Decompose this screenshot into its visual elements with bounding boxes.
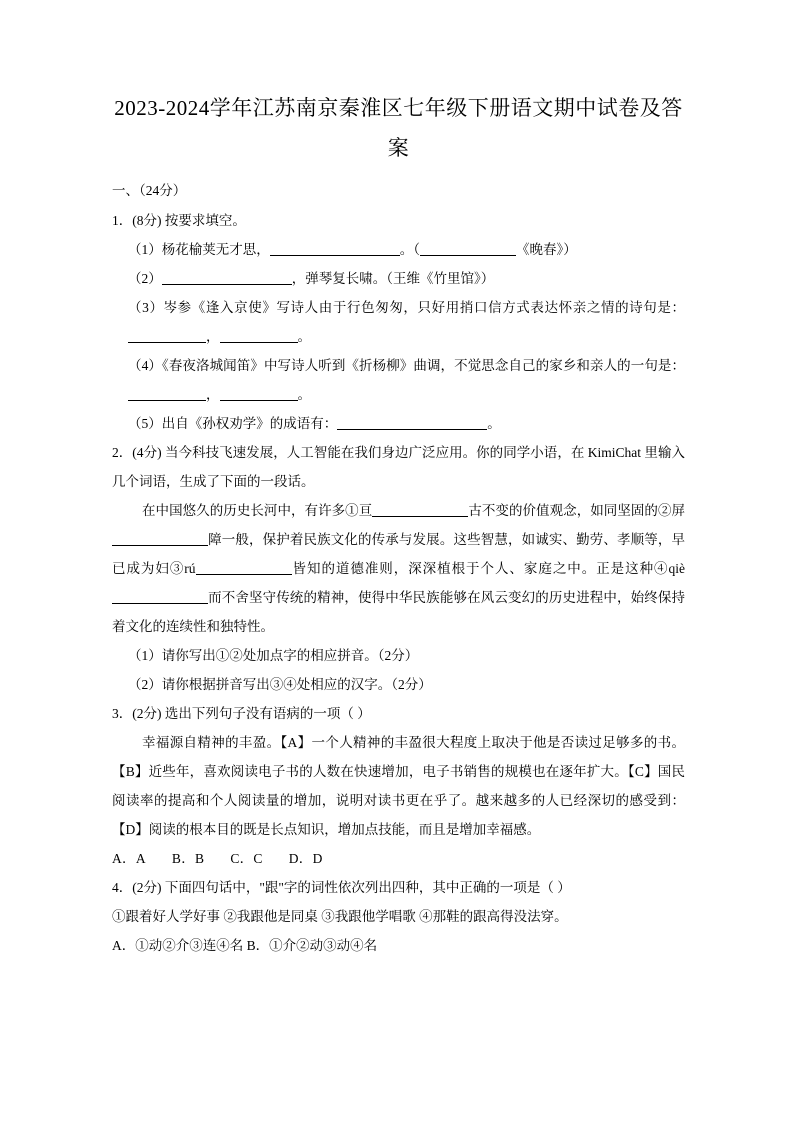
q1-item3-mid: ， bbox=[206, 329, 220, 344]
question-2-sub-2: （2）请你根据拼音写出③④处相应的汉字。（2分） bbox=[128, 677, 432, 692]
question-4-options[interactable]: A．①动②介③连④名 B．①介②动③动④名 bbox=[112, 938, 378, 953]
q1-item5-pre: （5）出自《孙权劝学》的成语有： bbox=[128, 416, 338, 431]
answer-blank[interactable] bbox=[112, 531, 208, 546]
question-3-options bbox=[112, 844, 685, 873]
option-d[interactable]: D．D bbox=[288, 851, 323, 866]
q1-item1-post: 《晚春》） bbox=[516, 242, 577, 257]
q1-item4-pre: （4）《春夜洛城闻笛》中写诗人听到《折杨柳》曲调，不觉思念自己的家乡和亲人的一句是： bbox=[128, 358, 685, 373]
option-c[interactable]: C．C bbox=[230, 851, 263, 866]
question-3-stem: 3．(2分) 选出下列句子没有语病的一项（ ） bbox=[112, 706, 371, 721]
page-title: 2023-2024学年江苏南京秦淮区七年级下册语文期中试卷及答案 bbox=[114, 96, 683, 160]
q2-passage-a: 在中国悠久的历史长河中，有许多①亘 bbox=[142, 503, 373, 518]
q1-item3-post: 。 bbox=[297, 329, 311, 344]
q1-item4-post: 。 bbox=[297, 387, 311, 402]
answer-blank[interactable] bbox=[420, 241, 516, 256]
question-1-item-3 bbox=[112, 293, 685, 351]
answer-blank[interactable] bbox=[196, 560, 292, 575]
question-1-item-1 bbox=[112, 235, 685, 264]
question-2-stem: 2．(4分) 当今科技飞速发展，人工智能在我们身边广泛应用。你的同学小语，在 KimiChat 里输入几个词语，生成了下面的一段话。 bbox=[112, 445, 685, 489]
q1-item3-pre: （3）岑参《逢入京使》写诗人由于行色匆匆，只好用捎口信方式表达怀亲之情的诗句是： bbox=[128, 300, 685, 315]
question-2-sub-1: （1）请你写出①②处加点字的相应拼音。（2分） bbox=[128, 648, 419, 663]
question-1-item-2 bbox=[112, 264, 685, 293]
q1-item5-post: 。 bbox=[487, 416, 501, 431]
option-b[interactable]: B．B bbox=[171, 851, 205, 866]
question-3-passage: 幸福源自精神的丰盈。【A】一个人精神的丰盈很大程度上取决于他是否读过足够多的书。【B】近些年，喜欢阅读电子书的人数在快速增加，电子书销售的规模也在逐年扩大。【C】国民阅读率的提高和个人阅读量的增加，说明对读书更在乎了。越来越多的人已经深切的感受到：【D】阅读的根本目的既是长点知识，增加点技能，而且是增加幸福感。 bbox=[112, 735, 685, 837]
q1-item2-mid: ，弹琴复长啸。（王维《竹里馆》） bbox=[291, 271, 495, 286]
question-4-stem: 4．(2分) 下面四句话中，"跟"字的词性依次列出四种，其中正确的一项是（ ） bbox=[112, 880, 571, 895]
q2-passage-d: 皆知的道德准则，深深植根于个人、家庭之中。正是这种④qiè bbox=[291, 561, 685, 576]
answer-blank[interactable] bbox=[220, 386, 298, 401]
question-1-item-5 bbox=[112, 409, 685, 438]
answer-blank[interactable] bbox=[162, 270, 292, 285]
q1-item1-mid: 。（ bbox=[399, 242, 420, 257]
answer-blank[interactable] bbox=[128, 328, 206, 343]
section-heading-one: 一、（24分） bbox=[112, 183, 187, 198]
question-1-item-4 bbox=[112, 351, 685, 409]
q2-passage-b: 古不变的价值观念，如同坚固的②屏 bbox=[468, 503, 686, 518]
answer-blank[interactable] bbox=[337, 415, 487, 430]
q1-item4-mid: ， bbox=[206, 387, 220, 402]
answer-blank[interactable] bbox=[270, 241, 400, 256]
q2-passage-c: 障一般，保护着民族文化的传承与发展。这些智慧，如诚实、勤劳、孝顺等，早已成为妇③rú bbox=[112, 532, 685, 576]
question-1-stem: 1．(8分) 按要求填空。 bbox=[112, 213, 246, 228]
q2-passage-e: 而不舍坚守传统的精神，使得中华民族能够在风云变幻的历史进程中，始终保持着文化的连续性和独特性。 bbox=[112, 590, 685, 634]
answer-blank[interactable] bbox=[372, 502, 468, 517]
answer-blank[interactable] bbox=[112, 589, 208, 604]
answer-blank[interactable] bbox=[220, 328, 298, 343]
answer-blank[interactable] bbox=[128, 386, 206, 401]
q1-item1-pre: （1）杨花榆荚无才思， bbox=[128, 242, 270, 257]
question-2-passage bbox=[112, 496, 685, 641]
question-4-items: ①跟着好人学好事 ②我跟他是同桌 ③我跟他学唱歌 ④那鞋的跟高得没法穿。 bbox=[112, 909, 568, 924]
q1-item2-pre: （2） bbox=[128, 271, 162, 286]
option-a[interactable]: A．A bbox=[112, 851, 146, 866]
